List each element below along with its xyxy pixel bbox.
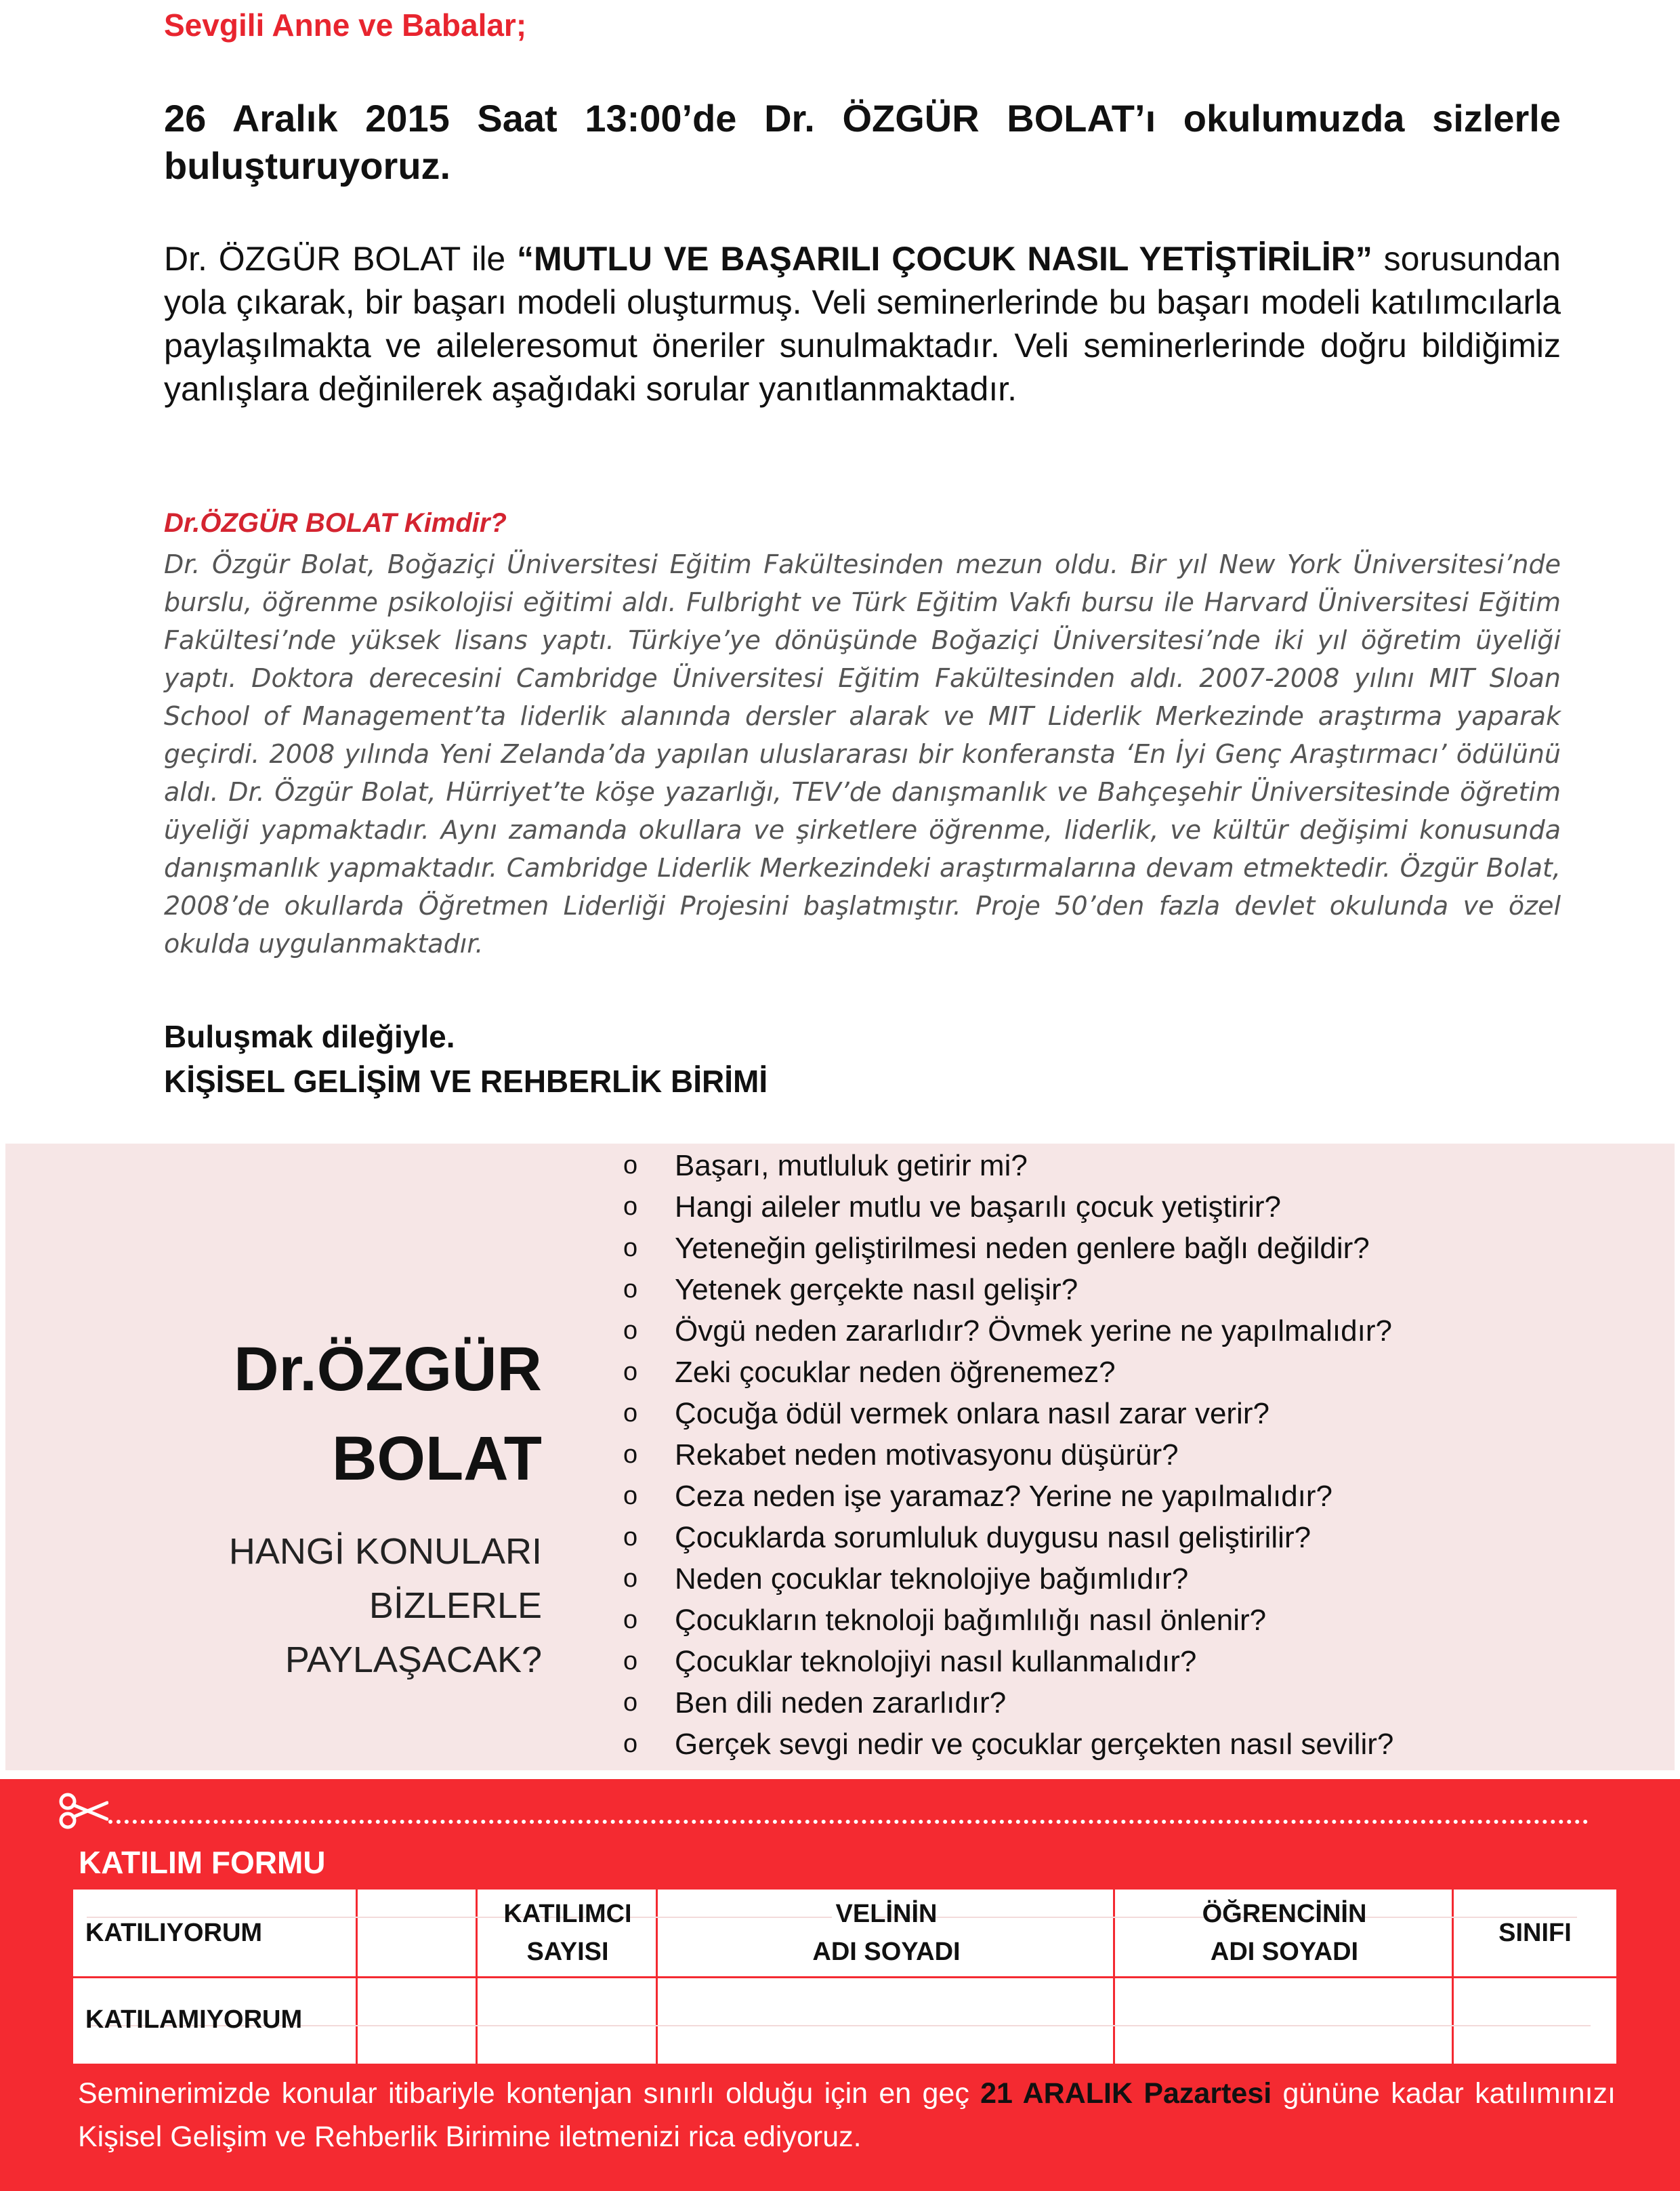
question-item xyxy=(623,1517,1393,1558)
form-title: KATILIM FORMU xyxy=(79,1845,326,1880)
student-name-header-line1: ÖĞRENCİNİN xyxy=(1202,1900,1367,1928)
question-text: Övgü neden zararlıdır? Övmek yerine ne yapılmalıdır? xyxy=(675,1314,1392,1348)
bullet-icon: o xyxy=(623,1316,638,1345)
notice-prefix: Seminerimizde konular itibariyle kontenjan sınırlı olduğu için en geç xyxy=(78,2077,981,2110)
subtitle-line1: HANGİ KONULARI xyxy=(228,1531,542,1572)
intro-prefix: Dr. ÖZGÜR BOLAT ile xyxy=(164,240,518,278)
student-name-header-line2: ADI SOYADI xyxy=(1210,1938,1359,1966)
question-item xyxy=(623,1269,1393,1310)
bullet-icon: o xyxy=(623,1192,638,1221)
scissors-icon xyxy=(58,1789,108,1840)
question-text: Ceza neden işe yaramaz? Yerine ne yapılmalıdır? xyxy=(675,1480,1333,1513)
question-item xyxy=(623,1682,1393,1724)
bullet-icon: o xyxy=(623,1647,638,1675)
speaker-name xyxy=(135,1324,542,1503)
bullet-icon: o xyxy=(623,1730,638,1758)
question-text: Ben dili neden zararlıdır? xyxy=(675,1686,1007,1719)
question-text: Çocuğa ödül vermek onlara nasıl zarar verir? xyxy=(675,1397,1269,1430)
question-item xyxy=(623,1352,1393,1393)
deadline-date: 21 ARALIK Pazartesi xyxy=(980,2077,1272,2110)
question-text: Yetenek gerçekte nasıl gelişir? xyxy=(675,1273,1078,1306)
guide-line xyxy=(87,2025,1591,2026)
event-announcement: 26 Aralık 2015 Saat 13:00’de Dr. ÖZGÜR BOLAT’ı okulumuzda sizlerle buluşturuyoruz. xyxy=(164,97,1561,187)
subtitle-line3: PAYLAŞACAK? xyxy=(285,1640,542,1680)
question-item xyxy=(623,1393,1393,1434)
participation-table xyxy=(73,1890,1616,2064)
question-text: Gerçek sevgi nedir ve çocuklar gerçekten nasıl sevilir? xyxy=(675,1728,1394,1761)
participant-count-header-line2: SAYISI xyxy=(526,1938,609,1966)
speaker-name-line1: Dr.ÖZGÜR xyxy=(234,1335,542,1404)
subtitle-line2: BİZLERLE xyxy=(369,1585,542,1626)
question-text: Yeteneğin geliştirilmesi neden genlere bağlı değildir? xyxy=(675,1232,1370,1265)
question-text: Çocukların teknoloji bağımlılığı nasıl önlenir? xyxy=(675,1604,1267,1637)
not-attending-option[interactable]: KATILAMIYORUM xyxy=(85,2005,303,2034)
signature: KİŞİSEL GELİŞİM VE REHBERLİK BİRİMİ xyxy=(164,1064,768,1099)
question-item xyxy=(623,1476,1393,1517)
closing-line: Buluşmak dileğiyle. xyxy=(164,1019,455,1054)
bio-heading: Dr.ÖZGÜR BOLAT Kimdir? xyxy=(164,508,507,538)
student-name-header xyxy=(1115,1895,1454,1971)
speaker-name-line2: BOLAT xyxy=(331,1424,542,1493)
question-text: Çocuklarda sorumluluk duygusu nasıl geliştirilir? xyxy=(675,1521,1311,1554)
parent-name-header-line1: VELİNİN xyxy=(835,1900,938,1928)
closing-block xyxy=(164,1014,768,1104)
bullet-icon: o xyxy=(623,1399,638,1427)
deadline-notice xyxy=(78,2072,1616,2158)
class-header: SINIFI xyxy=(1498,1919,1572,1947)
question-item xyxy=(623,1310,1393,1352)
question-item xyxy=(623,1145,1393,1186)
attending-option[interactable]: KATILIYORUM xyxy=(85,1919,263,1947)
bullet-icon: o xyxy=(623,1275,638,1303)
cut-line xyxy=(108,1820,1589,1824)
question-item xyxy=(623,1724,1393,1765)
question-item xyxy=(623,1558,1393,1600)
participant-count-header-line1: KATILIMCI xyxy=(503,1900,632,1928)
bio-paragraph: Dr. Özgür Bolat, Boğaziçi Üniversitesi Eğitim Fakültesinden mezun oldu. Bir yıl New York Üniversitesi’nde burslu, öğrenme psikolojisi eğitimi aldı. Fulbright ve Türk Eğitim Vakfı bursu ile Harvard Üniversitesi Eğitim Fakültesi’nde yüksek lisans yaptı. Türkiye’ye dönüşünde Boğaziçi Üniversitesi’nde iki yıl öğretim üyeliği yaptı. Doktora derecesini Cambridge Üniversitesi Eğitim Fakültesinden aldı. 2007-2008 yılını MIT Sloan School of Management’ta liderlik alanında dersler alarak ve MIT Liderlik Merkezinde araştırma yaparak geçirdi. 2008 yılında Yeni Zelanda’da yapılan uluslararası bir konferansta ‘En İyi Genç Araştırmacı’ ödülünü aldı. Dr. Özgür Bolat, Hürriyet’te köşe yazarlığı, TEV’de danışmanlık ve Bahçeşehir Üniversitesinde öğretim üyeliği yapmaktadır. Aynı zamanda okullara ve şirketlere öğrenme, liderlik, ve kültür değişimi konusunda danışmanlık yapmaktadır. Cambridge Liderlik Merkezindeki araştırmalarına devam etmektedir. Özgür Bolat, 2008’de okullarda Öğretmen Liderliği Projesini başlatmıştır. Proje 50’den fazla devlet okulunda ve özel okulda uygulanmaktadır. xyxy=(164,549,1561,959)
bullet-icon: o xyxy=(623,1234,638,1262)
bullet-icon: o xyxy=(623,1523,638,1551)
question-item xyxy=(623,1228,1393,1269)
question-text: Neden çocuklar teknolojiye bağımlıdır? xyxy=(675,1562,1189,1595)
intro-rest: sorusundan yola çıkarak, bir başarı modeli oluşturmuş. Veli seminerlerinde bu başarı modeli katılımcılarla paylaşılmakta ve aileleresomut öneriler sunulmaktadır. Veli seminerlerinde doğru bildiğimiz yanlışlara değinilerek aşağıdaki sorular yanıtlanmaktadır. xyxy=(164,240,1561,408)
seminer-question: “MUTLU VE BAŞARILI ÇOCUK NASIL YETİŞTİRİLİR” xyxy=(517,240,1372,278)
bullet-icon: o xyxy=(623,1151,638,1180)
bullet-icon: o xyxy=(623,1564,638,1593)
participant-count-header xyxy=(478,1895,658,1971)
parent-name-header xyxy=(658,1895,1115,1971)
bullet-icon: o xyxy=(623,1688,638,1717)
bullet-icon: o xyxy=(623,1358,638,1386)
question-text: Hangi aileler mutlu ve başarılı çocuk yetiştirir? xyxy=(675,1190,1282,1224)
bullet-icon: o xyxy=(623,1440,638,1469)
question-text: Başarı, mutluluk getirir mi? xyxy=(675,1149,1028,1182)
topics-subtitle xyxy=(135,1524,542,1687)
bullet-icon: o xyxy=(623,1482,638,1510)
intro-paragraph xyxy=(164,237,1561,411)
question-list xyxy=(623,1145,1393,1765)
parent-name-header-line2: ADI SOYADI xyxy=(812,1938,961,1966)
question-item xyxy=(623,1641,1393,1682)
notice-suffix: gününe kadar katılımınızı Kişisel Gelişim ve Rehberlik Birimine iletmenizi rica ediyoruz. xyxy=(78,2077,1616,2153)
bullet-icon: o xyxy=(623,1606,638,1634)
question-item xyxy=(623,1600,1393,1641)
greeting: Sevgili Anne ve Babalar; xyxy=(164,7,527,43)
row-divider xyxy=(73,1976,1616,1978)
question-text: Çocuklar teknolojiyi nasıl kullanmalıdır? xyxy=(675,1645,1197,1678)
question-text: Zeki çocuklar neden öğrenemez? xyxy=(675,1356,1116,1389)
question-item xyxy=(623,1434,1393,1476)
question-text: Rekabet neden motivasyonu düşürür? xyxy=(675,1438,1179,1472)
question-item xyxy=(623,1186,1393,1228)
